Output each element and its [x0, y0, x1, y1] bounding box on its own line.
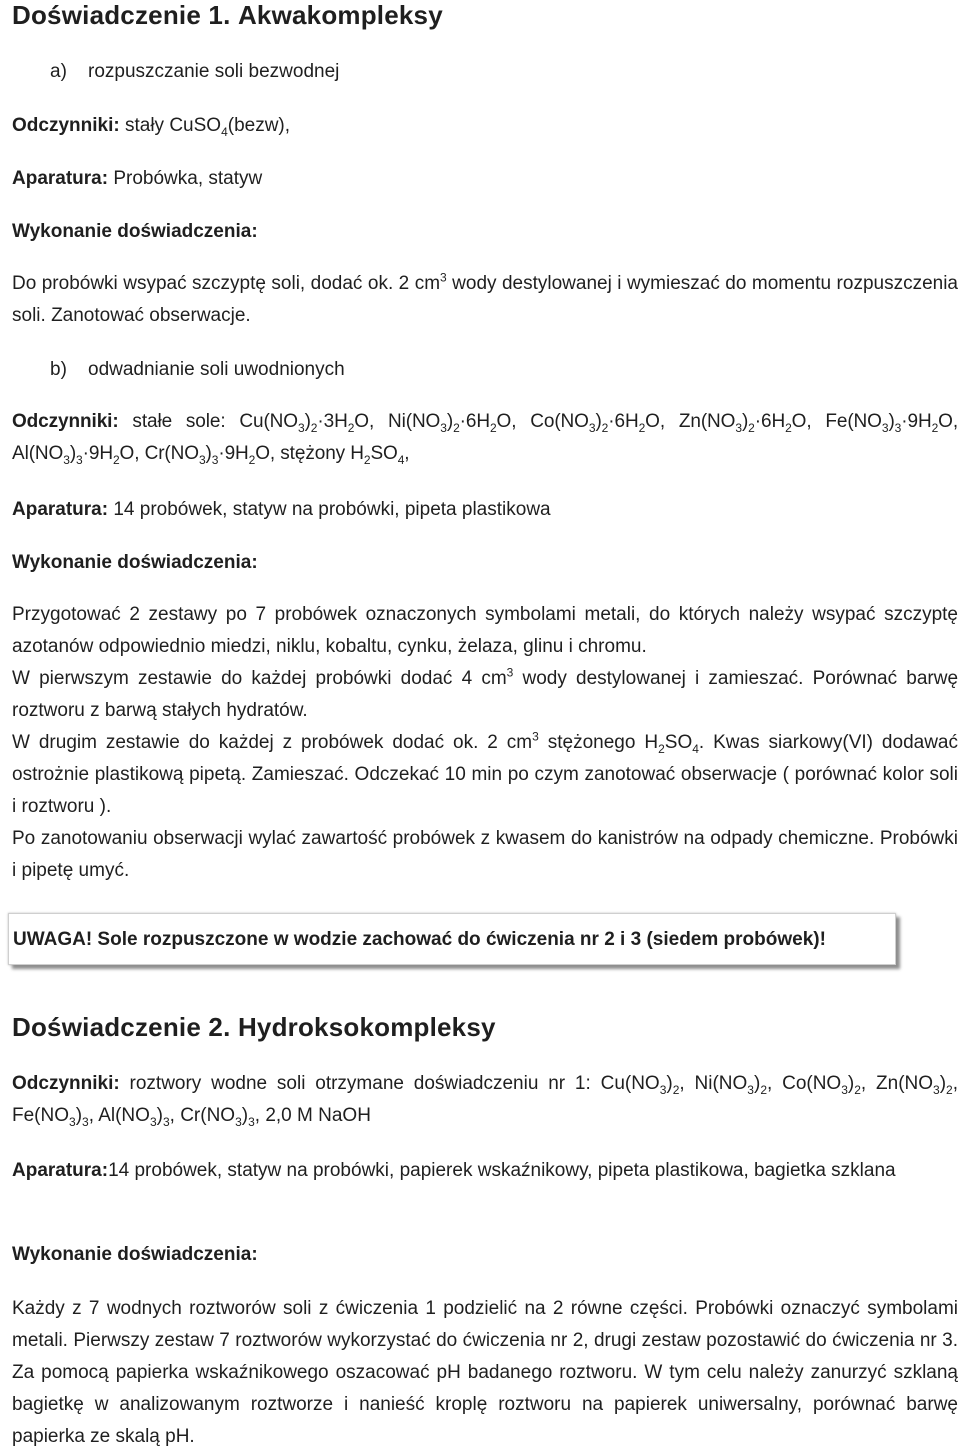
section-b-apparatus: Aparatura: 14 probówek, statyw na probówki, pipeta plastikowa	[12, 499, 551, 520]
warning-box	[8, 913, 896, 965]
exp2-apparatus: Aparatura:14 probówek, statyw na probówki, papierek wskaźnikowy, pipeta plastikowa, bagietka szklana	[12, 1160, 896, 1181]
exp2-procedure: Każdy z 7 wodnych roztworów soli z ćwiczenia 1 podzielić na 2 równe części. Probówki oznaczyć symbolami metali. Pierwszy zestaw 7 roztworów wykorzystać do ćwiczenia nr 2, drugi zestaw pozostawić do ćwiczenia nr 3. Za pomocą papierka wskaźnikowego oszacować pH badanego roztworu. W tym celu należy zanurzyć szklaną bagietkę w analizowanym roztworze i nanieść kroplę roztworu na papierek uniwersalny, porównać barwę papierka ze skalą pH.	[12, 1298, 958, 1447]
exp2-reagents: Odczynniki: roztwory wodne soli otrzymane doświadczeniu nr 1: $Cu(NO_3)_2$, $Ni(NO_3)_2$, $Co(NO_3)_2$, $Zn(NO_3)_2$, $Fe(NO_3)_3$, $Al(NO_3)_3$, $Cr(NO_3)_3$, 2,0 M NaOH	[12, 1073, 959, 1129]
section-a-reagents: Odczynniki: stały CuSO$_4$(bezw),	[12, 115, 291, 139]
section-b-heading: b) odwadnianie soli uwodnionych	[50, 359, 345, 380]
section-b-procedure-label: Wykonanie doświadczenia:	[12, 552, 258, 573]
section-a-heading: a) rozpuszczanie soli bezwodnej	[50, 61, 340, 82]
section-b-step-3: W drugim zestawie do każdej z probówek dodać ok. 2 $cm^3$ stężonego $H_2SO_4$. Kwas siarkowy(VI) dodawać ostrożnie plastikową pipetą. Zamieszać. Odczekać 10 min po czym zanotować obserwacje ( porównać kolor soli i roztworu ).	[12, 729, 958, 817]
exp2-title: Doświadczenie 2. Hydroksokompleksy	[12, 1012, 496, 1042]
section-a-procedure: Do probówki wsypać szczyptę soli, dodać ok. 2 $cm^3$ wody destylowanej i wymieszać do momentu rozpuszczenia soli. Zanotować obserwacje.	[12, 270, 959, 326]
section-b-step-2: W pierwszym zestawie do każdej probówki dodać 4 $cm^3$ wody destylowanej i zamieszać. Porównać barwę roztworu z barwą stałych hydratów.	[12, 665, 959, 721]
section-a-apparatus: Aparatura: Probówka, statyw	[12, 168, 263, 189]
section-a-procedure-label: Wykonanie doświadczenia:	[12, 221, 258, 242]
section-b-step-1: Przygotować 2 zestawy po 7 probówek oznaczonych symbolami metali, do których należy wsypać szczyptę azotanów odpowiednio miedzi, niklu, kobaltu, cynku, żelaza, glinu i chromu.	[12, 604, 958, 657]
exp2-procedure-label: Wykonanie doświadczenia:	[12, 1244, 258, 1265]
section-b-reagents: Odczynniki: stałe sole: $Cu(NO_3)_2\cdot 3H_2O$, $Ni(NO_3)_2\cdot 6H_2O$, $Co(NO_3)_2\cdot 6H_2O$, $Zn(NO_3)_2\cdot 6H_2O$, $Fe(NO_3)_3\cdot 9H_2O$, $Al(NO_3)_3\cdot 9H_2O$, $Cr(NO_3)_3\cdot 9H_2O$, stężony $H_2SO_4$,	[12, 411, 959, 467]
warning-text: UWAGA! Sole rozpuszczone w wodzie zachować do ćwiczenia nr 2 i 3 (siedem probówek)!	[13, 929, 826, 950]
section-b-step-4: Po zanotowaniu obserwacji wylać zawartość probówek z kwasem do kanistrów na odpady chemiczne. Probówki i pipetę umyć.	[12, 828, 958, 881]
exp1-title: Doświadczenie 1. Akwakompleksy	[12, 0, 443, 30]
